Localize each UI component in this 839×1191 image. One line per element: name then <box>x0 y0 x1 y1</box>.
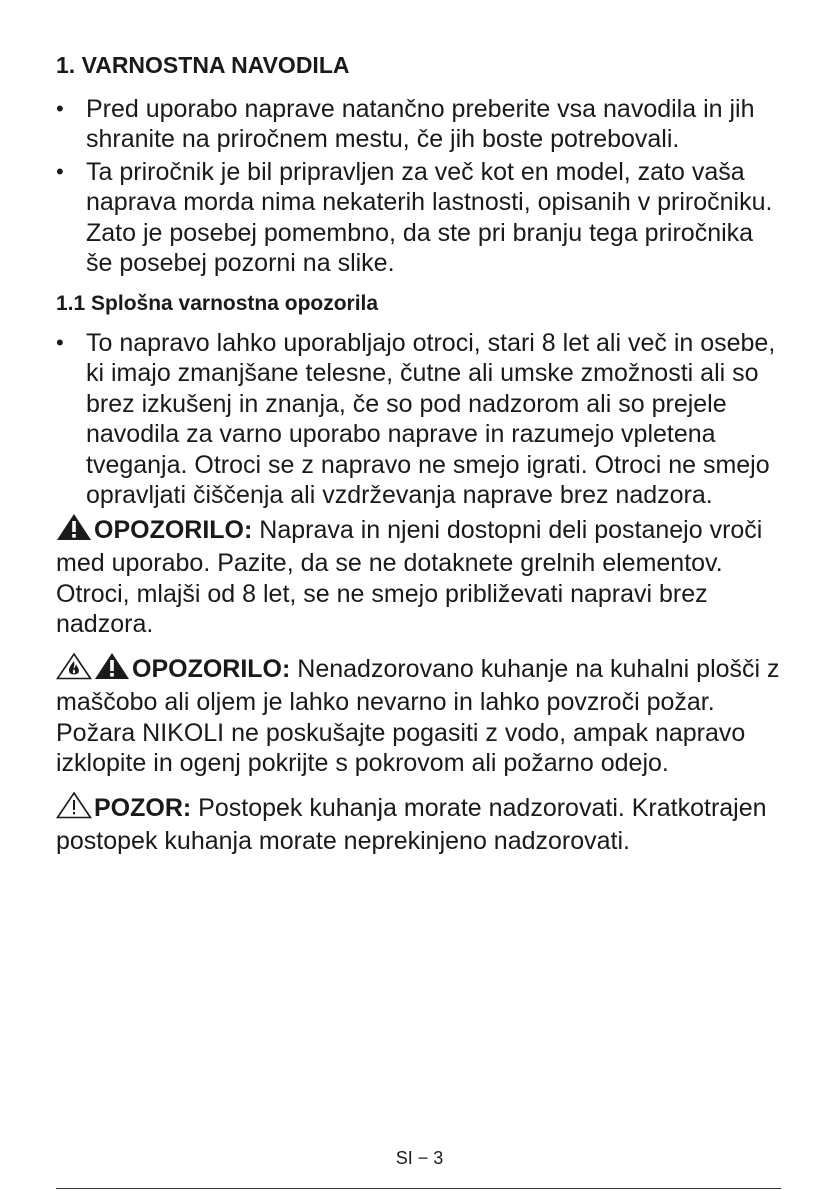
subsection-bullet-list <box>56 328 781 511</box>
warning-label: OPOZORILO: <box>132 654 291 683</box>
caution-text: Postopek kuhanja morate nadzorovati. Kratkotrajen postopek kuhanja morate neprekinjeno nadzorovati. <box>56 793 767 856</box>
list-item: • Ta priročnik je bil pripravljen za več kot en model, zato vaša naprava morda nima nekaterih lastnosti, opisanih v priročniku. Zato je posebej pomembno, da ste pri branju tega priročnika še posebej pozorni na slike. <box>56 157 781 279</box>
section-title: 1. VARNOSTNA NAVODILA <box>56 52 350 78</box>
document-page <box>56 52 781 869</box>
footer-divider <box>56 1188 781 1189</box>
warning-label: OPOZORILO: <box>94 515 253 544</box>
list-item: • To napravo lahko uporabljajo otroci, stari 8 let ali več in osebe, ki imajo zmanjšane telesne, čutne ali umske zmožnosti ali so brez izkušenj in znanja, če so pod nadzorom ali so prejele navodila za varno uporabo naprave in razumejo vpletena tveganja. Otroci se z napravo ne smejo igrati. Otroci ne smejo opravljati čiščenja ali vzdrževanja naprave brez nadzora. <box>56 328 781 511</box>
fire-hazard-icon <box>56 652 92 688</box>
caution-label: POZOR: <box>94 793 192 822</box>
warning-filled-icon <box>94 652 130 688</box>
warning-hot-surfaces <box>56 513 781 640</box>
warning-text: Naprava in njeni dostopni deli postanejo vroči med uporabo. Pazite, da se ne dotaknete grelnih elementov. Otroci, mlajši od 8 let, se ne smejo približevati napravi brez nadzora. <box>56 515 763 639</box>
section-bullet-list <box>56 94 781 279</box>
warning-text: Nenadzorovano kuhanje na kuhalni plošči z maščobo ali oljem je lahko nevarno in lahko povzroči požar. Požara NIKOLI ne poskušajte pogasiti z vodo, ampak napravo izklopite in ogenj pokrijte s pokrovom ali požarno odejo. <box>56 654 780 778</box>
caution-outline-icon <box>56 791 92 827</box>
warning-filled-icon <box>56 513 92 549</box>
warning-fire <box>56 652 781 779</box>
caution-supervision <box>56 791 781 857</box>
page-number: SI − 3 <box>395 1148 444 1168</box>
subsection-title: 1.1 Splošna varnostna opozorila <box>56 291 379 315</box>
list-item: • Pred uporabo naprave natančno preberite vsa navodila in jih shranite na priročnem mestu, če jih boste potrebovali. <box>56 94 781 155</box>
